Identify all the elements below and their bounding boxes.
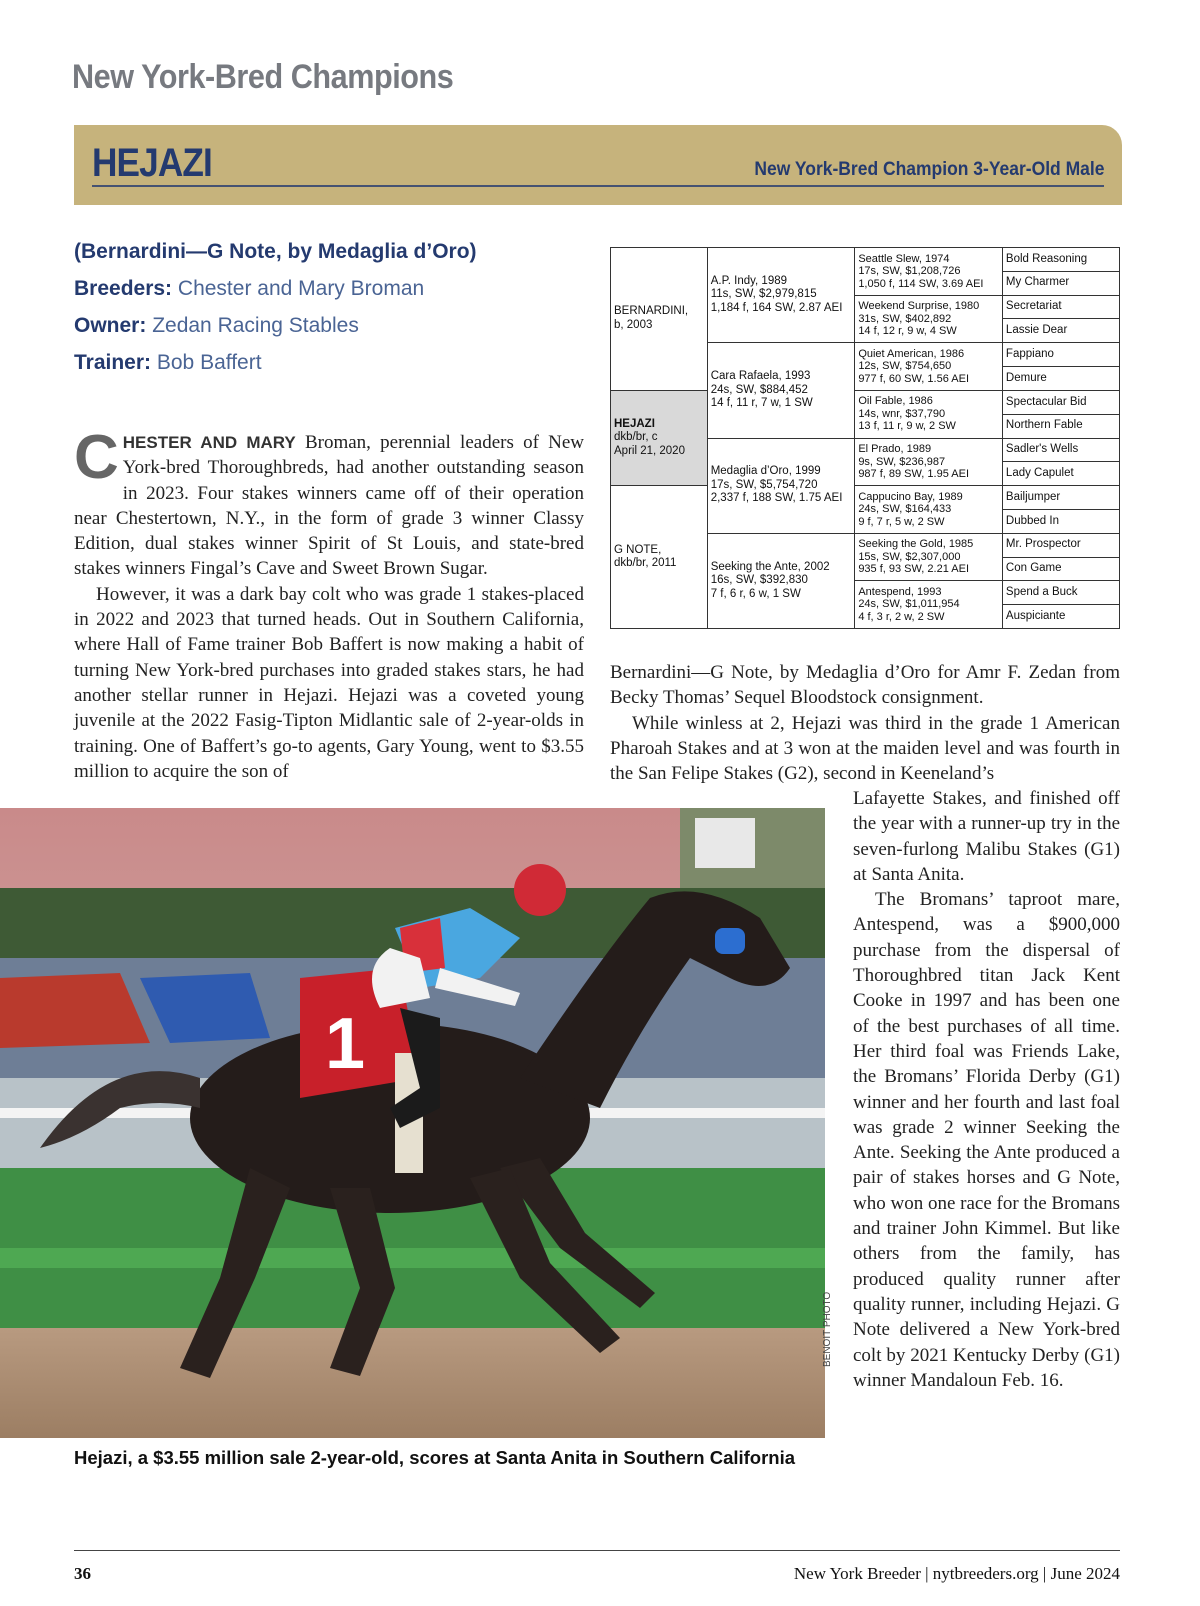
pedigree-chart (610, 247, 1120, 629)
race-photo (0, 808, 825, 1438)
page-number: 36 (74, 1564, 91, 1583)
pedigree-line: (Bernardini—G Note, by Medaglia d’Oro) (74, 240, 477, 263)
owner-line (74, 314, 359, 338)
pedigree-gen2-3: Seeking the Ante, 2002 16s, SW, $392,830 7 f, 6 r, 6 w, 1 SW (707, 533, 855, 628)
pedigree-gen4-11: Dubbed In (1002, 509, 1119, 533)
article-paragraph-3: Bernardini—G Note, by Medaglia d’Oro for Amr F. Zedan from Becky Thomas’ Sequel Bloodstock consignment. (610, 662, 1120, 709)
pedigree-gen4-12: Mr. Prospector (1002, 533, 1119, 557)
pedigree-gen4-15: Auspiciante (1002, 605, 1119, 629)
pedigree-gen3-4: El Prado, 1989 9s, SW, $236,987 987 f, 89 SW, 1.95 AEI (855, 438, 1003, 486)
pedigree-subject (611, 390, 708, 485)
breeders-value: Chester and Mary Broman (177, 277, 425, 300)
article-paragraph-1: CHESTER AND MARY Broman, perennial leaders of New York-bred Thoroughbreds, had another outstanding season in 2023. Four stakes winners came off of their operation near Chestertown, N.Y., in the form of grade 3 winner Classy Edition, dual stakes winner Spirit of St Louis, and state-bred stakes winners Fingal’s Cave and Sweet Brown Sugar. (74, 423, 584, 580)
article-paragraph-5: The Bromans’ taproot mare, Antespend, was a $900,000 purchase from the dispersal of Thoroughbred titan Jack Kent Cooke in 1997 and has been one of the best purchases of all time. Her third foal was Friends Lake, the Bromans’ Florida Derby (G1) winner and her fourth and last foal was grade 2 winner Seeking the Ante. Seeking the Ante produced a pair of stakes horses and G Note, who won one race for the Bromans and trainer John Kimmel. But like others from the family, has produced quality runner after quality runner, including Hejazi. G Note delivered a New York-bred colt by 2021 Kentucky Derby (G1) winner Mandaloun Feb. 16. (853, 889, 1120, 1391)
pedigree-subject-name: HEJAZI (614, 417, 655, 430)
pedigree-dam: G NOTE, dkb/br, 2011 (611, 486, 708, 629)
photo-caption: Hejazi, a $3.55 million sale 2-year-old, scores at Santa Anita in Southern California (74, 1447, 796, 1468)
pedigree-gen4-3: Lassie Dear (1002, 319, 1119, 343)
article-narrow-column (853, 786, 1120, 1393)
banner-divider (92, 185, 1104, 187)
article-paragraph-4-continued: Lafayette Stakes, and finished off the year with a runner-up try in the seven-furlong Malibu Stakes (G1) at Santa Anita. (853, 788, 1120, 885)
pedigree-gen3-1: Weekend Surprise, 1980 31s, SW, $402,892 14 f, 12 r, 9 w, 4 SW (855, 295, 1003, 343)
pedigree-gen4-10: Bailjumper (1002, 486, 1119, 510)
trainer-value: Bob Baffert (156, 351, 262, 374)
trainer-line (74, 351, 262, 375)
pedigree-gen4-7: Northern Fable (1002, 414, 1119, 438)
owner-label: Owner: (74, 314, 147, 337)
article-paragraph-2: However, it was a dark bay colt who was grade 1 stakes-placed in 2022 and 2023 that turned heads. Out in Southern California, where Hall of Fame trainer Bob Baffert is now making a habit of turning New York-bred purchases into graded stakes stars, he had another stellar runner in Hejazi. Hejazi was a coveted young juvenile at the 2022 Fasig-Tipton Midlantic sale of 2-year-olds in training. One of Baffert’s go-to agents, Gary Young, went to $3.55 million to acquire the son of (74, 583, 584, 782)
article-paragraph-4: While winless at 2, Hejazi was third in the grade 1 American Pharoah Stakes and at 3 won at the maiden level and was fourth in the San Felipe Stakes (G2), second in Keeneland’s (610, 712, 1120, 785)
pedigree-gen3-6: Seeking the Gold, 1985 15s, SW, $2,307,000 935 f, 93 SW, 2.21 AEI (855, 533, 1003, 581)
breeders-line (74, 277, 424, 301)
owner-value: Zedan Racing Stables (152, 314, 359, 337)
footer-divider (74, 1550, 1120, 1551)
pedigree-gen4-1: My Charmer (1002, 271, 1119, 295)
article-right-column-top (610, 660, 1120, 786)
pedigree-gen2-1: Cara Rafaela, 1993 24s, SW, $884,452 14 f, 11 r, 7 w, 1 SW (707, 343, 855, 438)
horse-name-title: HEJAZI (92, 141, 212, 185)
pedigree-gen4-14: Spend a Buck (1002, 581, 1119, 605)
trainer-label: Trainer: (74, 351, 152, 374)
pedigree-gen3-0: Seattle Slew, 1974 17s, SW, $1,208,726 1,050 f, 114 SW, 3.69 AEI (855, 248, 1003, 296)
pedigree-gen4-13: Con Game (1002, 557, 1119, 581)
pedigree-gen3-3: Oil Fable, 1986 14s, wnr, $37,790 13 f, 11 r, 9 w, 2 SW (855, 390, 1003, 438)
pedigree-gen2-2: Medaglia d’Oro, 1999 17s, SW, $5,754,720 2,337 f, 188 SW, 1.75 AEI (707, 438, 855, 533)
award-subtitle: New York-Bred Champion 3-Year-Old Male (753, 159, 1104, 180)
horse-racing-illustration (0, 808, 825, 1438)
pedigree-gen4-8: Sadler's Wells (1002, 438, 1119, 462)
title-banner (74, 125, 1122, 205)
pedigree-gen4-4: Fappiano (1002, 343, 1119, 367)
pedigree-gen4-6: Spectacular Bid (1002, 390, 1119, 414)
pedigree-gen3-5: Cappucino Bay, 1989 24s, SW, $164,433 9 f, 7 r, 5 w, 2 SW (855, 486, 1003, 534)
lead-in-caps: HESTER AND MARY (122, 433, 296, 452)
pedigree-gen4-9: Lady Capulet (1002, 462, 1119, 486)
pedigree-gen4-5: Demure (1002, 367, 1119, 391)
pedigree-row (611, 486, 1120, 510)
pedigree-row (611, 390, 1120, 414)
breeders-label: Breeders: (74, 277, 173, 300)
pedigree-subject-details: dkb/br, c April 21, 2020 (614, 431, 685, 457)
saddlecloth-number: 1 (325, 1004, 366, 1084)
pedigree-row (611, 248, 1120, 272)
publication-footer: New York Breeder | nytbreeders.org | June 2024 (793, 1564, 1120, 1583)
section-title: New York-Bred Champions (72, 58, 454, 96)
pedigree-gen3-2: Quiet American, 1986 12s, SW, $754,650 977 f, 60 SW, 1.56 AEI (855, 343, 1003, 391)
pedigree-gen3-7: Antespend, 1993 24s, SW, $1,011,954 4 f, 3 r, 2 w, 2 SW (855, 581, 1003, 629)
article-left-column (74, 423, 584, 784)
drop-cap: C (74, 423, 119, 492)
pedigree-sire: BERNARDINI, b, 2003 (611, 248, 708, 391)
pedigree-gen2-0: A.P. Indy, 1989 11s, SW, $2,979,815 1,184 f, 164 SW, 2.87 AEI (707, 248, 855, 343)
pedigree-gen4-0: Bold Reasoning (1002, 248, 1119, 272)
photo-credit: BENOIT PHOTO (822, 1291, 833, 1367)
pedigree-gen4-2: Secretariat (1002, 295, 1119, 319)
